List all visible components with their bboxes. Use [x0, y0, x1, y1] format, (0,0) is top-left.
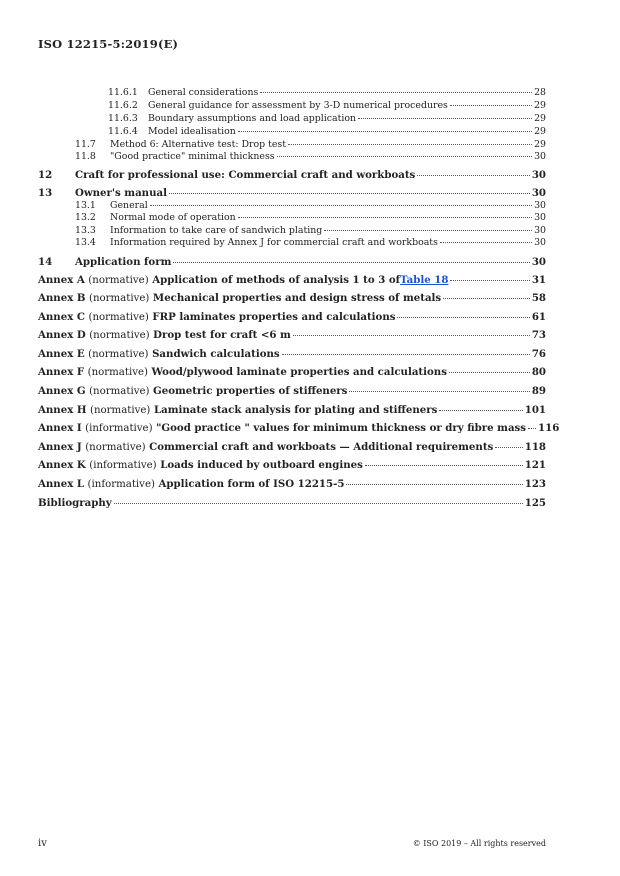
- entry-title: General guidance for assessment by 3-D numerical procedures: [148, 100, 448, 111]
- entry-number: 13.1: [75, 200, 96, 211]
- entry-page: 80: [531, 366, 546, 378]
- annex-type: (normative): [88, 275, 149, 286]
- annex-label: Annex D: [38, 329, 86, 341]
- entry-title: General considerations: [148, 87, 259, 98]
- entry-page: 30: [531, 169, 546, 181]
- annex-label: Annex G: [38, 385, 86, 397]
- entry-page: 30: [534, 225, 546, 236]
- toc-entry-annex-i[interactable]: [38, 422, 560, 435]
- entry-title: Loads induced by outboard engines: [160, 459, 363, 471]
- dot-leader: [450, 280, 529, 281]
- dot-leader: [150, 205, 532, 206]
- dot-leader: [440, 242, 532, 243]
- toc-entry-section-12[interactable]: [38, 169, 546, 182]
- annex-label: Annex A: [38, 274, 85, 286]
- entry-number: 11.6.2: [108, 100, 138, 111]
- dot-leader: [349, 391, 529, 392]
- entry-page: 29: [534, 113, 546, 124]
- entry-page: 31: [531, 274, 546, 286]
- entry-page: 123: [524, 478, 546, 490]
- entry-title: General: [110, 200, 148, 211]
- dot-leader: [277, 156, 532, 157]
- annex-type: (normative): [88, 349, 149, 360]
- dot-leader: [282, 354, 530, 355]
- toc-entry-annex-k[interactable]: [38, 459, 546, 472]
- entry-page: 30: [534, 200, 546, 211]
- dot-leader: [443, 298, 530, 299]
- entry-title: Information required by Annex J for commercial craft and workboats: [110, 237, 438, 248]
- entry-title: Drop test for craft <6 m: [153, 329, 291, 341]
- toc-entry[interactable]: [38, 87, 546, 99]
- entry-page: 29: [534, 100, 546, 111]
- toc-entry[interactable]: [38, 237, 546, 249]
- toc-entry-annex-e[interactable]: [38, 348, 546, 361]
- annex-label: Annex I: [38, 422, 82, 434]
- dot-leader: [358, 118, 532, 119]
- toc-entry-annex-h[interactable]: [38, 404, 546, 417]
- toc-entry-annex-l[interactable]: [38, 478, 546, 491]
- entry-number: 12: [38, 169, 53, 181]
- annex-label: Annex L: [38, 478, 84, 490]
- entry-number: 11.8: [75, 151, 96, 162]
- toc-entry[interactable]: [38, 100, 546, 112]
- annex-type: (normative): [88, 293, 150, 304]
- dot-leader: [417, 175, 530, 176]
- entry-title: Boundary assumptions and load application: [148, 113, 357, 124]
- entry-title: Craft for professional use: Commercial craft and workboats: [75, 169, 416, 181]
- entry-title: Commercial craft and workboats — Additional requirements: [149, 441, 494, 453]
- entry-title: Laminate stack analysis for plating and stiffeners: [153, 404, 438, 416]
- entry-title: FRP laminates properties and calculations: [152, 311, 396, 323]
- toc-entry-annex-j[interactable]: [38, 441, 546, 454]
- entry-title: Mechanical properties and design stress of metals: [152, 292, 442, 304]
- entry-page: 121: [524, 459, 546, 471]
- entry-page: 116: [538, 422, 560, 434]
- annex-type: (informative): [85, 423, 153, 434]
- toc-entry[interactable]: [38, 113, 546, 125]
- dot-leader: [260, 92, 532, 93]
- entry-page: 101: [524, 404, 546, 416]
- annex-label: Annex H: [38, 404, 87, 416]
- dot-leader: [397, 317, 529, 318]
- annex-type: (informative): [89, 460, 157, 471]
- annex-type: (normative): [88, 312, 149, 323]
- entry-number: 13.3: [75, 225, 96, 236]
- dot-leader: [114, 503, 523, 504]
- dot-leader: [365, 465, 523, 466]
- entry-title: Model idealisation: [148, 126, 236, 137]
- entry-title: Wood/plywood laminate properties and calculations: [151, 366, 447, 378]
- dot-leader: [288, 144, 532, 145]
- annex-type: (normative): [87, 367, 148, 378]
- copyright-notice: © ISO 2019 – All rights reserved: [412, 839, 546, 848]
- annex-type: (informative): [87, 479, 155, 490]
- entry-title: "Good practice" minimal thickness: [110, 151, 275, 162]
- toc-entry-annex-c[interactable]: [38, 311, 546, 324]
- toc-entry-section-13[interactable]: [38, 187, 546, 200]
- dot-leader: [238, 131, 532, 132]
- annex-type: (normative): [89, 330, 150, 341]
- annex-label: Annex K: [38, 459, 86, 471]
- entry-page: 30: [531, 187, 546, 199]
- dot-leader: [238, 217, 532, 218]
- entry-page: 125: [524, 497, 546, 509]
- dot-leader: [495, 447, 522, 448]
- annex-type: (normative): [90, 405, 151, 416]
- dot-leader: [169, 193, 530, 194]
- entry-number: 13: [38, 187, 53, 199]
- toc-entry-section-14[interactable]: [38, 256, 546, 269]
- entry-number: 13.2: [75, 212, 96, 223]
- entry-page: 73: [531, 329, 546, 341]
- entry-title: Application form: [75, 256, 172, 268]
- dot-leader: [293, 335, 530, 336]
- entry-number: 13.4: [75, 237, 96, 248]
- entry-page: 30: [534, 212, 546, 223]
- entry-page: 30: [534, 237, 546, 248]
- annex-label: Annex J: [38, 441, 82, 453]
- document-id: ISO 12215-5:2019(E): [38, 37, 179, 51]
- entry-title: Owner's manual: [75, 187, 167, 199]
- dot-leader: [324, 230, 532, 231]
- entry-page: 30: [534, 151, 546, 162]
- entry-page: 76: [531, 348, 546, 360]
- entry-page: 28: [534, 87, 546, 98]
- entry-number: 11.6.3: [108, 113, 138, 124]
- entry-title: Application form of ISO 12215-5: [158, 478, 345, 490]
- toc-entry-annex-g[interactable]: [38, 385, 546, 398]
- annex-label: Annex B: [38, 292, 86, 304]
- dot-leader: [173, 262, 529, 263]
- toc-entry[interactable]: [38, 126, 546, 138]
- toc-entry[interactable]: [38, 212, 546, 224]
- annex-type: (normative): [89, 386, 150, 397]
- entry-number: 14: [38, 256, 53, 268]
- toc-entry-annex-b[interactable]: [38, 292, 546, 305]
- entry-title: Bibliography: [38, 497, 112, 509]
- entry-number: 11.6.1: [108, 87, 138, 98]
- annex-label: Annex F: [38, 366, 85, 378]
- toc-entry-annex-f[interactable]: [38, 366, 546, 379]
- page-number: iv: [38, 838, 47, 849]
- annex-label: Annex E: [38, 348, 85, 360]
- dot-leader: [450, 105, 532, 106]
- entry-title: "Good practice " values for minimum thickness or dry fibre mass: [156, 422, 527, 434]
- dot-leader: [439, 410, 522, 411]
- entry-title: Method 6: Alternative test: Drop test: [110, 139, 287, 150]
- dot-leader: [449, 372, 530, 373]
- entry-title: Sandwich calculations: [152, 348, 280, 360]
- entry-title: Normal mode of operation: [110, 212, 236, 223]
- dot-leader: [528, 428, 536, 429]
- entry-page: 30: [531, 256, 546, 268]
- table-18-link[interactable]: Table 18: [400, 274, 449, 286]
- entry-page: 118: [524, 441, 546, 453]
- entry-page: 58: [531, 292, 546, 304]
- entry-number: 11.6.4: [108, 126, 138, 137]
- toc-entry[interactable]: [38, 151, 546, 163]
- toc-entry[interactable]: [38, 139, 546, 151]
- annex-label: Annex C: [38, 311, 85, 323]
- dot-leader: [346, 484, 522, 485]
- entry-number: 11.7: [75, 139, 96, 150]
- entry-page: 29: [534, 126, 546, 137]
- entry-title: Geometric properties of stiffeners: [153, 385, 348, 397]
- entry-title: Information to take care of sandwich plating: [110, 225, 323, 236]
- entry-title: Application of methods of analysis 1 to 3 of: [152, 274, 401, 286]
- entry-page: 61: [531, 311, 546, 323]
- annex-type: (normative): [85, 442, 146, 453]
- toc-entry[interactable]: [38, 225, 546, 237]
- toc-entry[interactable]: [38, 200, 546, 212]
- entry-page: 89: [531, 385, 546, 397]
- entry-page: 29: [534, 139, 546, 150]
- toc-entry-annex-d[interactable]: [38, 329, 546, 342]
- toc-entry-bibliography[interactable]: [38, 497, 546, 510]
- toc-entry-annex-a[interactable]: [38, 274, 546, 287]
